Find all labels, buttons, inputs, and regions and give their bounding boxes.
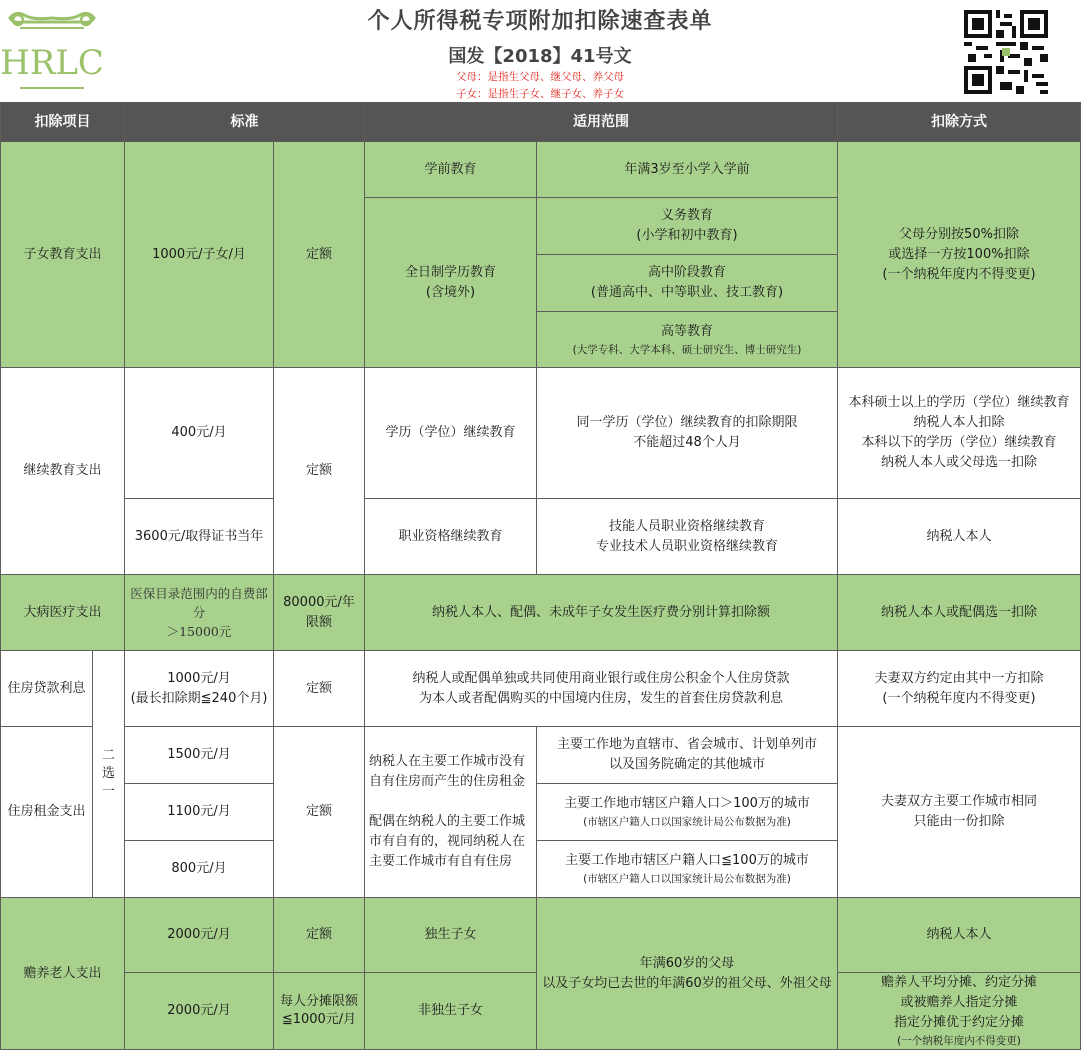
header-method: 扣除方式 <box>838 103 1081 142</box>
qr-code-icon <box>964 10 1048 94</box>
range-degree-edu: 同一学历（学位）继续教育的扣除期限 不能超过48个人月 <box>537 368 838 499</box>
range-higher-detail: (大学专科、大学本科、硕士研究生、博士研究生) <box>572 343 802 356</box>
range-higher <box>537 312 838 368</box>
standard-rent-tier1: 1500元/月 <box>125 727 274 784</box>
standard-elderly-non-only: 2000元/月 <box>125 973 274 1050</box>
method-housing-rent: 夫妻双方主要工作城市相同 只能由一份扣除 <box>838 727 1081 898</box>
item-medical: 大病医疗支出 <box>1 575 125 651</box>
deduction-table <box>0 102 1081 1050</box>
standard-continuing-cert: 3600元/取得证书当年 <box>125 499 274 575</box>
scope-degree-edu: 学历（学位）继续教育 <box>365 368 537 499</box>
range-preschool: 年满3岁至小学入学前 <box>537 142 838 198</box>
page-title: 个人所得税专项附加扣除速查表单 <box>367 9 713 34</box>
item-housing-loan: 住房贷款利息 <box>1 651 93 727</box>
range-rent-tier2-note: (市辖区户籍人口以国家统计局公布数据为准) <box>583 816 791 828</box>
table-row <box>1 575 1081 651</box>
page-subtitle: 国发【2018】41号文 <box>448 46 632 67</box>
range-compulsory: 义务教育 (小学和初中教育) <box>537 198 838 255</box>
method-elderly-non-only-text: 赡养人平均分摊、约定分摊 或被赡养人指定分摊 指定分摊优于约定分摊 <box>880 975 1037 1030</box>
logo-text: HRLC <box>0 43 104 83</box>
table-row <box>1 368 1081 499</box>
scope-only-child: 独生子女 <box>365 898 537 973</box>
range-higher-label: 高等教育 <box>660 323 713 339</box>
table-row <box>1 142 1081 198</box>
standard-continuing-degree: 400元/月 <box>125 368 274 499</box>
range-elderly: 年满60岁的父母 以及子女均已去世的年满60岁的祖父母、外祖父母 <box>537 898 838 1050</box>
method-medical: 纳税人本人或配偶选一扣除 <box>838 575 1081 651</box>
table-row <box>1 898 1081 973</box>
table-header-row <box>1 103 1081 142</box>
range-rent-tier2 <box>537 784 838 841</box>
header-item: 扣除项目 <box>1 103 125 142</box>
standard-elderly-only-child: 2000元/月 <box>125 898 274 973</box>
type-elderly-only-child: 定额 <box>274 898 365 973</box>
scope-preschool: 学前教育 <box>365 142 537 198</box>
range-rent-tier2-label: 主要工作地市辖区户籍人口＞100万的城市 <box>564 796 810 811</box>
type-housing-rent: 定额 <box>274 727 365 898</box>
type-children-edu: 定额 <box>274 142 365 368</box>
standard-medical: 医保目录范围内的自费部分 ＞15000元 <box>125 575 274 651</box>
method-elderly-only-child: 纳税人本人 <box>838 898 1081 973</box>
range-medical: 纳税人本人、配偶、未成年子女发生医疗费分别计算扣除额 <box>365 575 838 651</box>
note-children: 子女：是指生子女、继子女、养子女 <box>456 88 624 100</box>
range-housing-loan: 纳税人或配偶单独或共同使用商业银行或住房公积金个人住房贷款 为本人或者配偶购买的中国境内住房，发生的首套住房贷款利息 <box>365 651 838 727</box>
item-children-edu: 子女教育支出 <box>1 142 125 368</box>
scope-housing-rent: 纳税人在主要工作城市没有自有住房而产生的住房租金 配偶在纳税人的主要工作城市有自有的，视同纳税人在主要工作城市有自有住房 <box>365 727 537 898</box>
scope-vocational-edu: 职业资格继续教育 <box>365 499 537 575</box>
range-vocational-edu: 技能人员职业资格继续教育 专业技术人员职业资格继续教育 <box>537 499 838 575</box>
range-rent-tier3 <box>537 841 838 898</box>
header-scope: 适用范围 <box>365 103 838 142</box>
standard-housing-loan: 1000元/月 (最长扣除期≦240个月) <box>125 651 274 727</box>
range-highschool: 高中阶段教育 (普通高中、中等职业、技工教育) <box>537 255 838 312</box>
item-continuing-edu: 继续教育支出 <box>1 368 125 575</box>
scope-fulltime: 全日制学历教育 (含境外) <box>365 198 537 368</box>
type-elderly-non-only: 每人分摊限额 ≦1000元/月 <box>274 973 365 1050</box>
standard-rent-tier2: 1100元/月 <box>125 784 274 841</box>
standard-rent-tier3: 800元/月 <box>125 841 274 898</box>
range-rent-tier3-note: (市辖区户籍人口以国家统计局公布数据为准) <box>583 873 791 885</box>
method-vocational-edu: 纳税人本人 <box>838 499 1081 575</box>
method-housing-loan: 夫妻双方约定由其中一方扣除 (一个纳税年度内不得变更) <box>838 651 1081 727</box>
method-elderly-non-only <box>838 973 1081 1050</box>
choice-one-of-two: 二 选 一 <box>93 651 125 898</box>
table-row <box>1 727 1081 784</box>
method-children-edu: 父母分别按50%扣除 或选择一方按100%扣除 (一个纳税年度内不得变更) <box>838 142 1081 368</box>
table-row <box>1 651 1081 727</box>
item-elderly: 赡养老人支出 <box>1 898 125 1050</box>
type-housing-loan: 定额 <box>274 651 365 727</box>
scope-non-only-child: 非独生子女 <box>365 973 537 1050</box>
method-degree-edu: 本科硕士以上的学历（学位）继续教育 纳税人本人扣除 本科以下的学历（学位）继续教育 纳税人本人或父母选一扣除 <box>838 368 1081 499</box>
page-header <box>0 0 1080 102</box>
table-row <box>1 499 1081 575</box>
note-parents: 父母：是指生父母、继父母、养父母 <box>456 71 624 83</box>
range-rent-tier1: 主要工作地为直辖市、省会城市、计划单列市 以及国务院确定的其他城市 <box>537 727 838 784</box>
method-elderly-non-only-note: (一个纳税年度内不得变更) <box>897 1035 1021 1047</box>
item-housing-rent: 住房租金支出 <box>1 727 93 898</box>
standard-children-edu: 1000元/子女/月 <box>125 142 274 368</box>
header-standard: 标准 <box>125 103 365 142</box>
type-medical: 80000元/年 限额 <box>274 575 365 651</box>
type-continuing-edu: 定额 <box>274 368 365 575</box>
range-rent-tier3-label: 主要工作地市辖区户籍人口≦100万的城市 <box>565 853 809 868</box>
